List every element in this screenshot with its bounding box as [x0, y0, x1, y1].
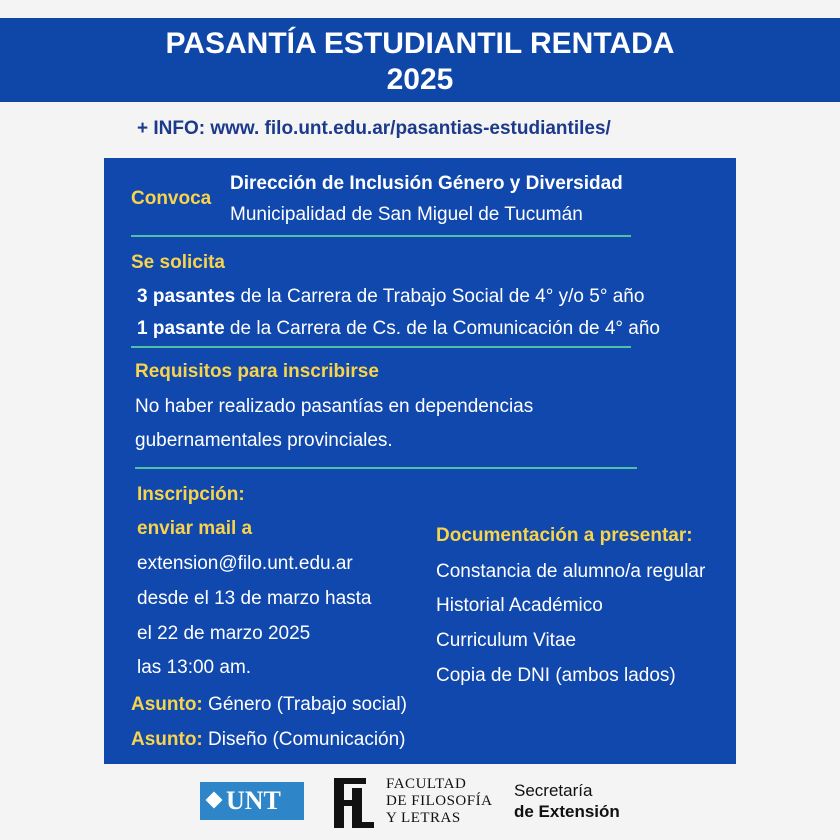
star-icon [206, 792, 223, 809]
asunto-2: Asunto: Diseño (Comunicación) [131, 729, 406, 750]
solicita-line-2: 1 pasante de la Carrera de Cs. de la Comunicación de 4° año [137, 318, 660, 339]
asunto-1: Asunto: Género (Trabajo social) [131, 694, 407, 715]
requisitos-line-2: gubernamentales provinciales. [135, 430, 393, 451]
documentacion-item: Constancia de alumno/a regular [436, 561, 706, 582]
documentacion-item: Historial Académico [436, 595, 603, 616]
convoca-org: Dirección de Inclusión Género y Diversidad [230, 173, 623, 194]
inscripcion-date-2: el 22 de marzo 2025 [137, 623, 311, 644]
inscripcion-date-1: desde el 13 de marzo hasta [137, 588, 372, 609]
requisitos-line-1: No haber realizado pasantías en dependencias [135, 396, 534, 417]
footer-logos [0, 770, 840, 840]
ffyl-name: FACULTAD DE FILOSOFÍA Y LETRAS [386, 776, 493, 826]
secretaria-name: Secretaría de Extensión [514, 781, 620, 821]
info-link[interactable]: + INFO: www. filo.unt.edu.ar/pasantias-estudiantiles/ [137, 118, 611, 139]
inscripcion-label: Inscripción: [137, 484, 245, 505]
page-header [0, 18, 840, 102]
info-panel [104, 158, 736, 764]
inscripcion-sub-label: enviar mail a [137, 518, 253, 539]
page-title: PASANTÍA ESTUDIANTIL RENTADA [165, 27, 675, 60]
inscripcion-email[interactable]: extension@filo.unt.edu.ar [137, 553, 353, 574]
page-year: 2025 [386, 63, 454, 96]
documentacion-item: Curriculum Vitae [436, 630, 577, 651]
unt-logo: UNT [200, 782, 304, 820]
documentacion-label: Documentación a presentar: [436, 525, 693, 546]
solicita-line-1: 3 pasantes de la Carrera de Trabajo Social de 4° y/o 5° año [137, 286, 645, 307]
convoca-label: Convoca [131, 188, 212, 209]
convoca-sub: Municipalidad de San Miguel de Tucumán [230, 204, 583, 225]
solicita-label: Se solicita [131, 252, 225, 273]
documentacion-item: Copia de DNI (ambos lados) [436, 665, 676, 686]
divider-3 [135, 467, 637, 469]
requisitos-label: Requisitos para inscribirse [135, 361, 379, 382]
divider-1 [131, 235, 631, 237]
divider-2 [131, 346, 631, 348]
inscripcion-time: las 13:00 am. [137, 657, 252, 678]
ffyl-logo-icon [328, 774, 378, 832]
